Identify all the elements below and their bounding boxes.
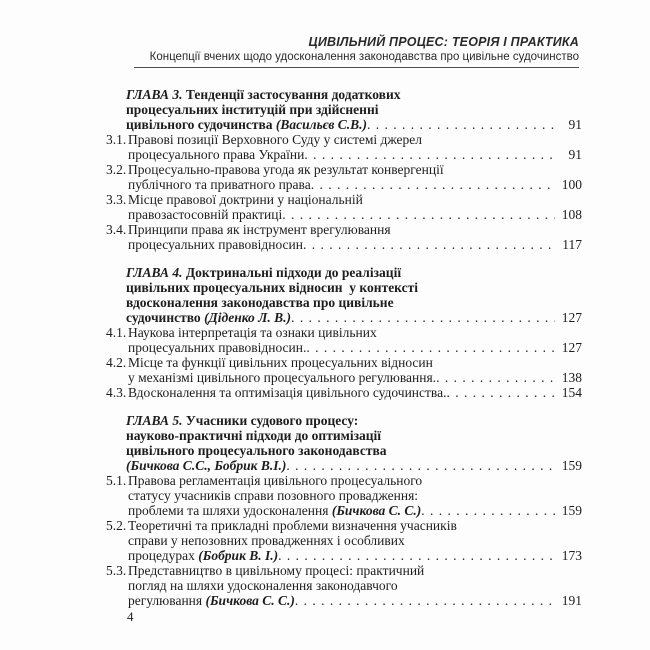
- entry-text: [128, 473, 422, 488]
- page-ref: 100: [561, 177, 582, 192]
- entry-text: [128, 325, 377, 340]
- text-segment: судочинство: [126, 310, 205, 325]
- toc-line: [106, 207, 582, 222]
- entry-text: [126, 295, 394, 310]
- text-segment: Принципи права як інструмент врегулювання: [128, 222, 391, 237]
- toc-line: [106, 222, 582, 237]
- toc-item-entry: [106, 222, 582, 252]
- text-segment: процесуальних інституцій при здійсненні: [126, 102, 379, 117]
- page-ref: 191: [561, 593, 582, 608]
- toc-line: [106, 488, 582, 503]
- table-of-contents: [106, 87, 582, 608]
- toc-line: [106, 265, 582, 280]
- entry-number: 4.3.: [106, 385, 127, 400]
- entry-text: [126, 265, 401, 280]
- text-segment: вдосконалення законодавства про цивільне: [126, 295, 394, 310]
- text-segment: Правова регламентація цивільного процесуального: [128, 473, 423, 488]
- text-segment: Правові позиції Верховного Суду у системі джерел: [128, 132, 423, 147]
- page-ref: 138: [561, 370, 582, 385]
- entry-text: [128, 340, 306, 355]
- toc-item-entry: [106, 355, 582, 385]
- page-ref: 117: [562, 237, 582, 252]
- text-segment: публічного та приватного права: [128, 177, 311, 192]
- toc-line: [106, 237, 582, 252]
- toc-line: [106, 548, 582, 563]
- entry-number: 3.4.: [106, 222, 127, 237]
- page-ref: 159: [561, 458, 582, 473]
- entry-text: [128, 207, 282, 222]
- toc-line: [106, 340, 582, 355]
- toc-item-entry: [106, 473, 582, 518]
- toc-chapter-entry: [106, 265, 582, 325]
- entry-text: [126, 428, 381, 443]
- toc-item-entry: [106, 563, 582, 608]
- dot-leader: [278, 548, 555, 563]
- toc-line: [106, 563, 582, 578]
- text-segment: ГЛАВА 5.: [126, 413, 183, 428]
- text-segment: Тенденції застосування додаткових: [182, 87, 401, 102]
- text-segment: регулювання: [128, 593, 206, 608]
- text-segment: цивільного процесуального законодавства: [126, 443, 387, 458]
- toc-line: [106, 192, 582, 207]
- toc-line: [106, 325, 582, 340]
- entry-number: 3.1.: [106, 132, 127, 147]
- running-header-title: ЦИВІЛЬНИЙ ПРОЦЕС: ТЕОРІЯ І ПРАКТИКА: [308, 35, 579, 49]
- dot-leader: [304, 147, 555, 162]
- toc-line: [106, 147, 582, 162]
- entry-number: 3.2.: [106, 162, 127, 177]
- text-segment: Наукова інтерпретація та ознаки цивільних: [128, 325, 377, 340]
- toc-line: [106, 413, 582, 428]
- toc-item-entry: [106, 385, 582, 400]
- page-ref: 127: [561, 340, 582, 355]
- page-ref: 127: [561, 310, 582, 325]
- dot-leader: [306, 340, 555, 355]
- entry-number: 5.3.: [106, 563, 127, 578]
- toc-line: [106, 102, 582, 117]
- text-segment: Представництво в цивільному процесі: практичний: [128, 563, 425, 578]
- entry-number: 4.1.: [106, 325, 127, 340]
- entry-text: [126, 413, 358, 428]
- toc-line: [106, 428, 582, 443]
- text-segment: ГЛАВА 3.: [126, 87, 183, 102]
- entry-text: [128, 177, 311, 192]
- page-number: 4: [127, 609, 134, 624]
- entry-text: [128, 132, 422, 147]
- text-segment: Процесуально-правова угода як результат конвергенції: [128, 162, 444, 177]
- text-segment: процедурах: [128, 548, 199, 563]
- page-ref: 91: [568, 147, 582, 162]
- toc-line: [106, 177, 582, 192]
- dot-leader: [303, 237, 555, 252]
- entry-text: [128, 518, 457, 533]
- dot-leader: [282, 207, 555, 222]
- text-segment: (Васильєв С.В.): [275, 117, 368, 132]
- entry-text: [128, 385, 447, 400]
- text-segment: ГЛАВА 4.: [126, 265, 183, 280]
- text-segment: процесуальних правовідносин.: [128, 340, 307, 355]
- toc-line: [106, 117, 582, 132]
- entry-text: [128, 488, 418, 503]
- toc-line: [106, 593, 582, 608]
- text-segment: Місце правової доктрини у національній: [128, 192, 363, 207]
- entry-text: [128, 355, 433, 370]
- text-segment: (Бичкова С.С., Бобрик В.І.): [126, 458, 287, 473]
- entry-text: [128, 147, 304, 162]
- toc-line: [106, 443, 582, 458]
- entry-number: 3.3.: [106, 192, 127, 207]
- entry-text: [128, 222, 391, 237]
- toc-line: [106, 518, 582, 533]
- dot-leader: [311, 177, 555, 192]
- text-segment: у механізмі цивільного процесуального регулювання.: [128, 370, 437, 385]
- toc-line: [106, 355, 582, 370]
- text-segment: цивільного судочинства: [126, 117, 276, 132]
- entry-text: [128, 237, 303, 252]
- text-segment: проблеми та шляхи удосконалення: [128, 503, 332, 518]
- entry-text: [128, 162, 444, 177]
- text-segment: (Діденко Л. В.): [204, 310, 292, 325]
- text-segment: справи у непозовних провадженнях і особливих: [128, 533, 405, 548]
- entry-text: [126, 117, 367, 132]
- page-ref: 173: [561, 548, 582, 563]
- toc-line: [106, 310, 582, 325]
- toc-line: [106, 458, 582, 473]
- page-ref: 108: [561, 207, 582, 222]
- entry-number: 4.2.: [106, 355, 127, 370]
- running-header-subtitle: Концепції вчених щодо удосконалення законодавства про цивільне судочинство: [149, 51, 579, 63]
- text-segment: Доктринальні підходи до реалізації: [182, 265, 402, 280]
- toc-item-entry: [106, 518, 582, 563]
- text-segment: Вдосконалення та оптимізація цивільного судочинства.: [128, 385, 447, 400]
- toc-line: [106, 385, 582, 400]
- text-segment: (Бичкова С. С.): [205, 593, 295, 608]
- text-segment: Теоретичні та прикладні проблеми визначення учасників: [128, 518, 457, 533]
- entry-text: [128, 578, 398, 593]
- text-segment: погляд на шляхи удосконалення законодавчого: [128, 578, 398, 593]
- toc-line: [106, 473, 582, 488]
- toc-chapter-entry: [106, 87, 582, 132]
- toc-line: [106, 503, 582, 518]
- text-segment: процесуальних правовідносин: [128, 237, 303, 252]
- text-segment: (Бичкова С. С.): [331, 503, 422, 518]
- toc-line: [106, 370, 582, 385]
- toc-line: [106, 578, 582, 593]
- toc-item-entry: [106, 192, 582, 222]
- entry-text: [126, 102, 379, 117]
- text-segment: правозастосовній практиці: [128, 207, 283, 222]
- page-ref: 91: [568, 117, 582, 132]
- entry-number: 5.1.: [106, 473, 127, 488]
- page-ref: 159: [561, 503, 582, 518]
- entry-text: [128, 503, 421, 518]
- header-rule: [134, 67, 579, 68]
- dot-leader: [421, 503, 555, 518]
- entry-text: [128, 548, 278, 563]
- text-segment: цивільних процесуальних відносин у контексті: [126, 280, 419, 295]
- dot-leader: [291, 310, 555, 325]
- text-segment: Учасники судового процесу:: [182, 413, 359, 428]
- text-segment: науково-практичні підходи до оптимізації: [126, 428, 382, 443]
- toc-item-entry: [106, 325, 582, 355]
- entry-text: [126, 280, 418, 295]
- text-segment: статусу учасників справи позовного провадження:: [128, 488, 419, 503]
- dot-leader: [367, 117, 555, 132]
- text-segment: процесуального права України: [128, 147, 305, 162]
- toc-line: [106, 87, 582, 102]
- page-ref: 154: [561, 385, 582, 400]
- entry-text: [126, 443, 387, 458]
- entry-text: [128, 533, 405, 548]
- toc-line: [106, 162, 582, 177]
- running-header: [69, 35, 579, 68]
- entry-text: [128, 563, 424, 578]
- dot-leader: [295, 593, 555, 608]
- entry-text: [126, 87, 400, 102]
- page-footer: [127, 609, 134, 625]
- entry-text: [128, 593, 295, 608]
- toc-line: [106, 280, 582, 295]
- entry-number: 5.2.: [106, 518, 127, 533]
- toc-item-entry: [106, 162, 582, 192]
- toc-line: [106, 533, 582, 548]
- toc-line: [106, 295, 582, 310]
- toc-line: [106, 132, 582, 147]
- entry-text: [126, 458, 286, 473]
- entry-text: [128, 370, 436, 385]
- toc-chapter-entry: [106, 413, 582, 473]
- dot-leader: [447, 385, 556, 400]
- dot-leader: [436, 370, 555, 385]
- dot-leader: [286, 458, 555, 473]
- text-segment: (Бобрик В. І.): [198, 548, 279, 563]
- text-segment: Місце та функції цивільних процесуальних відносин: [128, 355, 433, 370]
- entry-text: [128, 192, 363, 207]
- toc-item-entry: [106, 132, 582, 162]
- entry-text: [126, 310, 291, 325]
